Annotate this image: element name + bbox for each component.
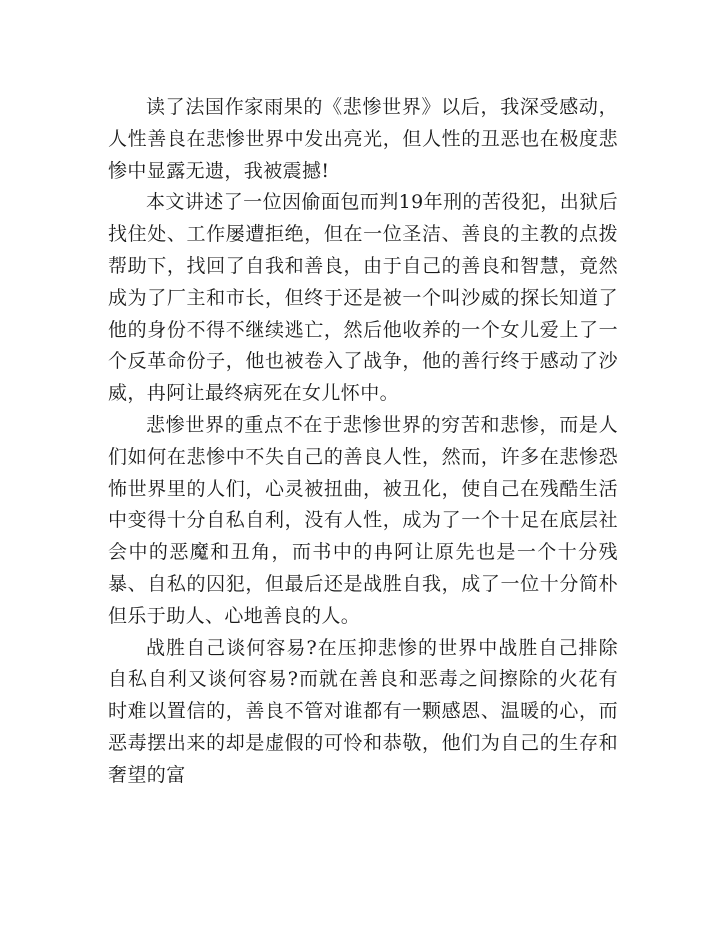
- paragraph-3: 悲惨世界的重点不在于悲惨世界的穷苦和悲惨，而是人们如何在悲惨中不失自己的善良人性，然而，许多在悲惨恐怖世界里的人们，心灵被扭曲，被丑化，使自己在残酷生活中变得十分自私自利，没有人性，成为了一个十足在底层社会中的恶魔和丑角，而书中的冉阿让原先也是一个十分残暴、自私的囚犯，但最后还是战胜自我，成了一位十分简朴但乐于助人、心地善良的人。: [108, 413, 618, 627]
- paragraph-4: 战胜自己谈何容易?在压抑悲惨的世界中战胜自己排除自私自利又谈何容易?而就在善良和恶毒之间擦除的火花有时难以置信的，善良不管对谁都有一颗感恩、温暖的心，而恶毒摆出来的却是虚假的可怜和恭敬，他们为自己的生存和奢望的富: [108, 636, 618, 786]
- paragraph-1: 读了法国作家雨果的《悲惨世界》以后，我深受感动，人性善良在悲惨世界中发出亮光，但人性的丑恶也在极度悲惨中显露无遗，我被震撼!: [108, 96, 618, 182]
- document-body: [108, 92, 618, 792]
- paragraph-2: 本文讲述了一位因偷面包而判19年刑的苦役犯，出狱后找住处、工作屡遭拒绝，但在一位圣洁、善良的主教的点拨帮助下，找回了自我和善良，由于自己的善良和智慧，竟然成为了厂主和市长，但终于还是被一个叫沙威的探长知道了他的身份不得不继续逃亡，然后他收养的一个女儿爱上了一个反革命份子，他也被卷入了战争，他的善行终于感动了沙威，冉阿让最终病死在女儿怀中。: [108, 191, 618, 405]
